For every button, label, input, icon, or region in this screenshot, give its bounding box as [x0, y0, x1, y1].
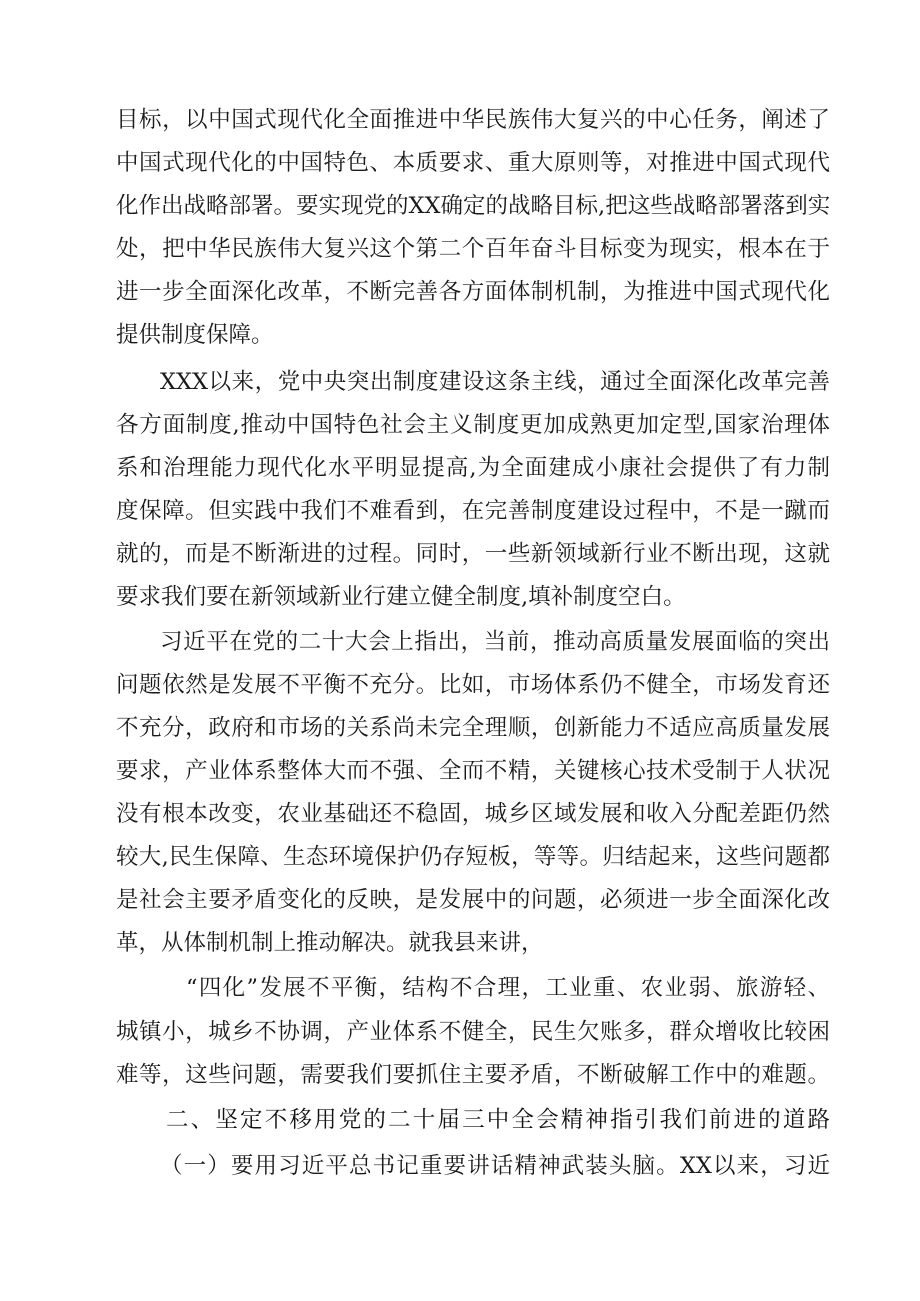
paragraph-4-line-1: “四化”发展不平衡，结构不合理，工业重、农业弱、旅游轻、 — [186, 975, 830, 1001]
paragraph-3-line-8: 革，从体制机制上推动解决。就我县来讲， — [116, 930, 544, 956]
paragraph-1-line-4: 处，把中华民族伟大复兴这个第二个百年奋斗目标变为现实，根本在于 — [116, 236, 830, 262]
paragraph-2-line-2: 各方面制度,推动中国特色社会主义制度更加成熟更加定型,国家治理体 — [116, 412, 830, 438]
section-first-line: （一）要用习近平总书记重要讲话精神武装头脑。XX以来，习近 — [160, 1153, 830, 1179]
paragraph-2-line-6: 要求我们要在新领域新业行建立健全制度,填补制度空白。 — [116, 584, 686, 610]
paragraph-4-line-3: 难等，这些问题，需要我们要抓住主要矛盾，不断破解工作中的难题。 — [116, 1062, 830, 1088]
paragraph-2-line-3: 系和治理能力现代化水平明显提高,为全面建成小康社会提供了有力制 — [116, 455, 830, 481]
paragraph-1-line-1: 目标，以中国式现代化全面推进中华民族伟大复兴的中心任务，阐述了 — [116, 107, 830, 133]
paragraph-1-line-5: 进一步全面深化改革，不断完善各方面体制机制，为推进中国式现代化 — [116, 279, 830, 305]
paragraph-2-line-5: 就的，而是不断渐进的过程。同时，一些新领域新行业不断出现，这就 — [116, 541, 830, 567]
paragraph-3-line-6: 较大,民生保障、生态环境保护仍存短板，等等。归结起来，这些问题都 — [116, 844, 830, 870]
paragraph-3-line-5: 没有根本改变，农业基础还不稳固，城乡区域发展和收入分配差距仍然 — [116, 801, 830, 827]
paragraph-3-line-2: 问题依然是发展不平衡不充分。比如，市场体系仍不健全，市场发育还 — [116, 672, 830, 698]
paragraph-3-line-1: 习近平在党的二十大会上指出，当前，推动高质量发展面临的突出 — [160, 629, 830, 655]
paragraph-2-line-4: 度保障。但实践中我们不难看到，在完善制度建设过程中，不是一蹴而 — [116, 498, 830, 524]
section-heading: 二、坚定不移用党的二十届三中全会精神指引我们前进的道路 — [166, 1107, 830, 1133]
paragraph-3-line-7: 是社会主要矛盾变化的反映，是发展中的问题，必须进一步全面深化改 — [116, 887, 830, 913]
paragraph-4-line-2: 城镇小，城乡不协调，产业体系不健全，民生欠账多，群众增收比较困 — [116, 1019, 830, 1045]
paragraph-3-line-3: 不充分，政府和市场的关系尚未完全理顺，创新能力不适应高质量发展 — [116, 715, 830, 741]
paragraph-1-line-6: 提供制度保障。 — [116, 322, 274, 348]
paragraph-1-line-2: 中国式现代化的中国特色、本质要求、重大原则等，对推进中国式现代 — [116, 150, 830, 176]
paragraph-2-line-1: XXX以来，党中央突出制度建设这条主线，通过全面深化改革完善 — [160, 369, 830, 395]
paragraph-3-line-4: 要求，产业体系整体大而不强、全而不精，关键核心技术受制于人状况 — [116, 758, 830, 784]
paragraph-1-line-3: 化作出战略部署。要实现党的XX确定的战略目标,把这些战略部署落到实 — [116, 193, 831, 219]
